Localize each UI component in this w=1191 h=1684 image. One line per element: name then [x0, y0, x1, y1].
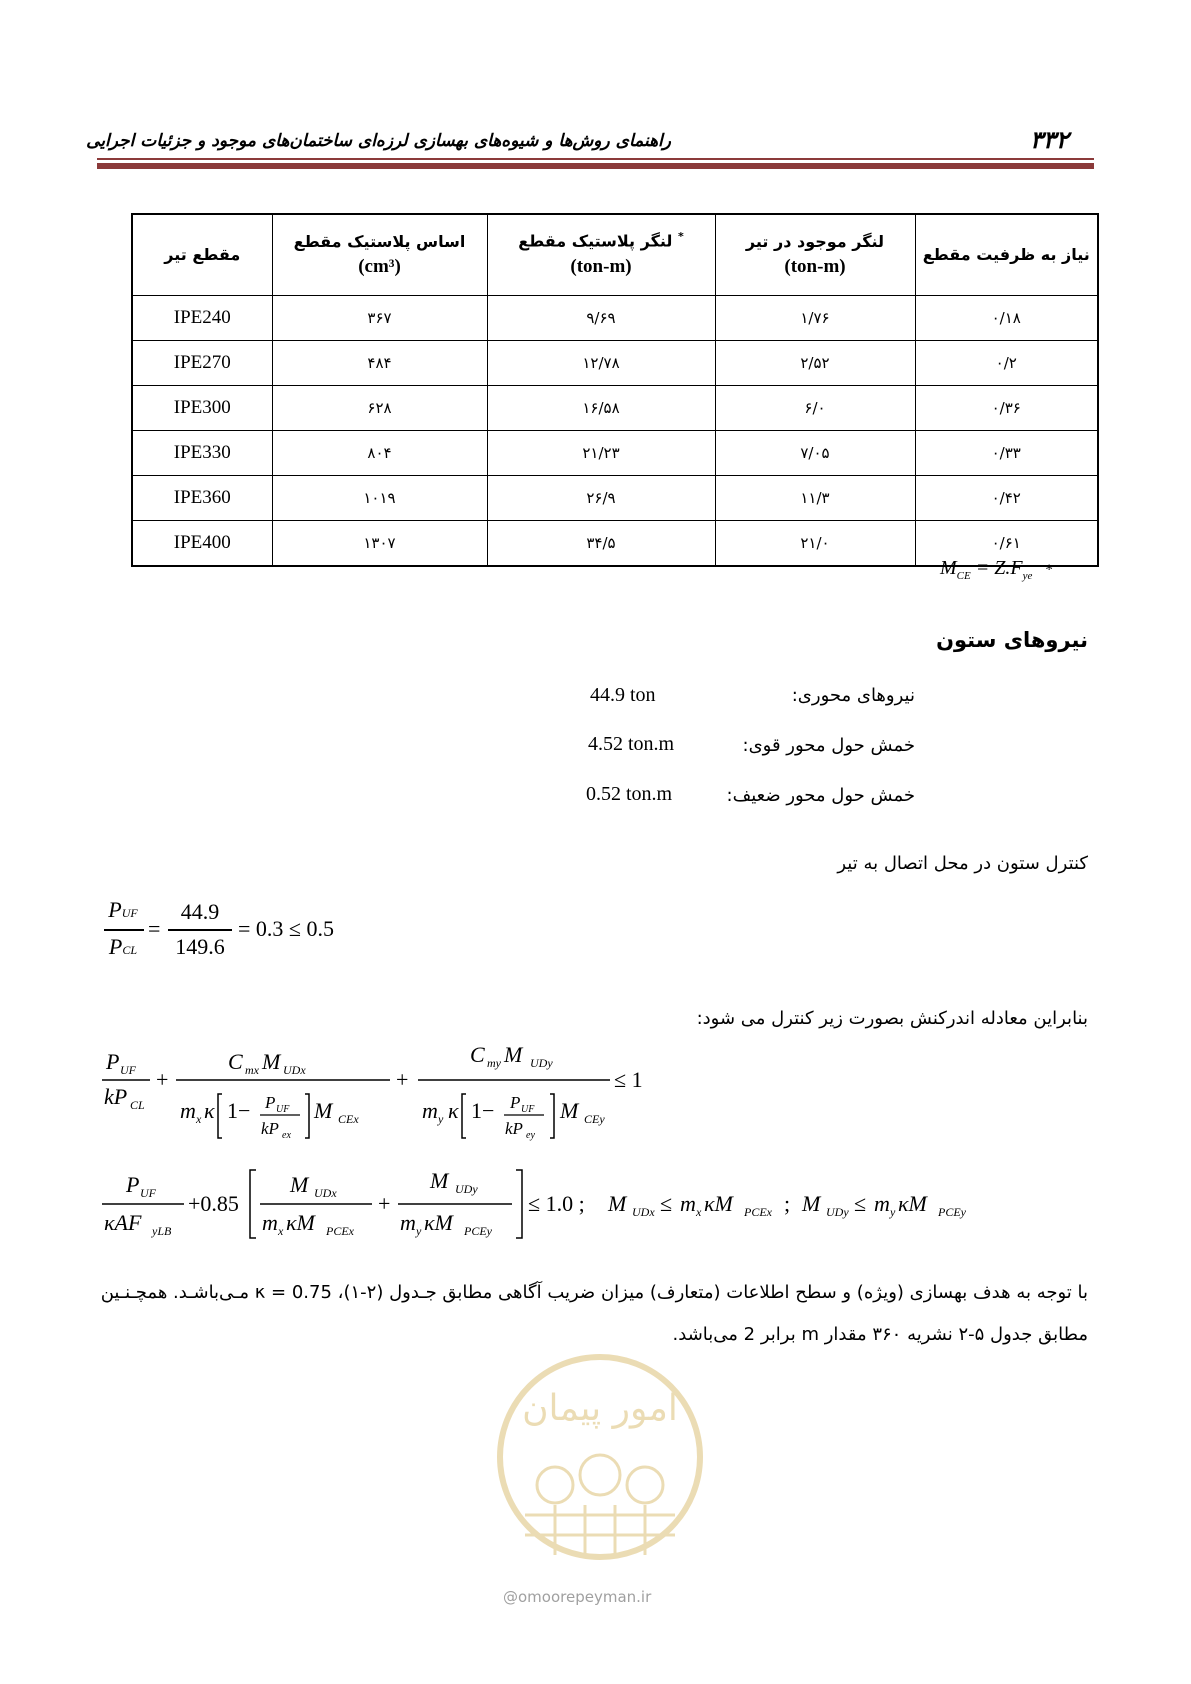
svg-text:κ: κ — [448, 1098, 459, 1123]
force-value-strong: 4.52 ton.m — [588, 733, 675, 755]
eq1-numerator: 44.9 — [180, 899, 220, 924]
table-cell: ۱۳۰۷ — [272, 521, 487, 567]
eq1-denominator: 149.6 — [175, 934, 225, 959]
table-cell: ۰/۱۸ — [915, 296, 1098, 341]
svg-text:CL: CL — [130, 1098, 145, 1112]
table-cell: ۸۰۴ — [272, 431, 487, 476]
table-footnote — [940, 557, 1053, 582]
table-row — [132, 431, 1098, 476]
svg-text:y: y — [890, 1205, 896, 1219]
svg-text:≤: ≤ — [854, 1191, 867, 1216]
table-cell: ۲/۵۲ — [715, 341, 915, 386]
table-cell: ۱۲/۷۸ — [487, 341, 715, 386]
svg-text:UF: UF — [276, 1104, 290, 1115]
svg-text:UF: UF — [521, 1104, 535, 1115]
svg-text:+: + — [396, 1067, 409, 1092]
svg-text:κ: κ — [204, 1098, 215, 1123]
eq3-cond1-leq: ≤ — [660, 1191, 673, 1216]
col-header-plastic-moment: * لنگر پلاستیک مقطع (ton-m) — [487, 214, 715, 296]
interaction-equation — [100, 1042, 660, 1152]
svg-text:P: P — [106, 1049, 120, 1074]
eq2-rhs: ≤ 1 — [614, 1067, 643, 1092]
force-value-weak: 0.52 ton.m — [586, 783, 673, 805]
table-cell: IPE360 — [132, 476, 272, 521]
svg-text:C: C — [470, 1042, 485, 1067]
svg-text:κM: κM — [704, 1191, 733, 1216]
svg-text:M: M — [802, 1191, 821, 1216]
svg-text:PCEx: PCEx — [744, 1205, 772, 1219]
table-cell: ۷/۰۵ — [715, 431, 915, 476]
header-rule-thin — [97, 158, 1094, 160]
table-cell: ۲۶/۹ — [487, 476, 715, 521]
svg-text:PCEy: PCEy — [938, 1205, 966, 1219]
svg-text:M: M — [608, 1191, 627, 1216]
svg-text:κM: κM — [286, 1210, 315, 1235]
svg-text:x: x — [278, 1224, 284, 1238]
svg-text:ex: ex — [282, 1130, 291, 1141]
svg-text:m: m — [180, 1098, 196, 1123]
svg-text:PCEy: PCEy — [464, 1224, 492, 1238]
col-header-section: مقطع تیر — [132, 214, 272, 296]
table-cell: IPE240 — [132, 296, 272, 341]
svg-text:m: m — [680, 1191, 696, 1216]
eq1-result: = 0.3 ≤ 0.5 — [238, 916, 334, 941]
table-cell: ۰/۴۲ — [915, 476, 1098, 521]
table-row — [132, 386, 1098, 431]
svg-text:UDy: UDy — [530, 1056, 553, 1070]
svg-text:yLB: yLB — [152, 1224, 172, 1238]
svg-text:kP: kP — [261, 1119, 279, 1138]
table-row — [132, 341, 1098, 386]
svg-text:x: x — [196, 1112, 202, 1126]
svg-text:UDy: UDy — [826, 1205, 849, 1219]
col-header-existing-moment: لنگر موجود در تیر (ton-m) — [715, 214, 915, 296]
svg-text:mx: mx — [245, 1063, 259, 1077]
watermark-logo — [495, 1345, 705, 1575]
header-rule-thick — [97, 163, 1094, 169]
svg-text:M: M — [290, 1172, 309, 1197]
table-cell: ۲۱/۰ — [715, 521, 915, 567]
section-title: نیروهای ستون — [936, 628, 1088, 652]
col-header-demand-capacity: نیاز به ظرفیت مقطع — [915, 214, 1098, 296]
table-row — [132, 296, 1098, 341]
svg-text:UF: UF — [120, 1063, 136, 1077]
svg-text:PCEx: PCEx — [326, 1224, 354, 1238]
svg-text:M: M — [560, 1098, 579, 1123]
table-cell: ۱۱/۳ — [715, 476, 915, 521]
table-cell: ۶/۰ — [715, 386, 915, 431]
svg-text:ey: ey — [526, 1130, 535, 1141]
paragraph-line-1: با توجه به هدف بهسازی (ویژه) و سطح اطلاعات (متعارف) میزان ضریب آگاهی مطابق جـدول (۲-۱)، κ = 0.75 مـی‌باشـد. همچـنـین — [100, 1282, 1088, 1303]
svg-text:M: M — [262, 1049, 281, 1074]
force-label-weak: خمش حول محور ضعیف: — [726, 785, 915, 806]
watermark-url: @omoorepeyman.ir — [503, 1588, 652, 1606]
svg-text:kP: kP — [104, 1084, 128, 1109]
svg-text:x: x — [696, 1205, 702, 1219]
running-header-title: راهنمای روش‌ها و شیوه‌های بهسازی لرزه‌ای ساختمان‌های موجود و جزئیات اجرایی — [86, 131, 671, 151]
table-header-row — [132, 214, 1098, 296]
beam-capacity-table — [131, 213, 1099, 567]
table-cell: ۲۱/۲۳ — [487, 431, 715, 476]
svg-text:m: m — [874, 1191, 890, 1216]
svg-text:+: + — [156, 1067, 169, 1092]
svg-text:UDx: UDx — [283, 1063, 306, 1077]
interaction-intro: بنابراین معادله اندرکنش بصورت زیر کنترل می شود: — [696, 1008, 1088, 1029]
table-cell: ۳۴/۵ — [487, 521, 715, 567]
svg-text:UDy: UDy — [455, 1182, 478, 1196]
svg-text:m: m — [422, 1098, 438, 1123]
footnote-formula: $M_{CE} = Z.F_{ye}$ — [940, 557, 1033, 582]
watermark-logo-text: امور پیمان — [522, 1388, 678, 1429]
svg-text:+: + — [378, 1191, 391, 1216]
svg-text:UDx: UDx — [632, 1205, 655, 1219]
svg-text:M: M — [504, 1042, 523, 1067]
svg-text:P: P — [510, 1093, 521, 1112]
svg-text:UF: UF — [140, 1186, 156, 1200]
svg-text:y: y — [438, 1112, 444, 1126]
table-cell: ۶۲۸ — [272, 386, 487, 431]
force-label-strong: خمش حول محور قوی: — [742, 735, 915, 756]
table-cell: IPE330 — [132, 431, 272, 476]
svg-text:κAF: κAF — [104, 1210, 142, 1235]
col-header-plastic-modulus: اساس پلاستیک مقطع (cm³) — [272, 214, 487, 296]
svg-text:UDx: UDx — [314, 1186, 337, 1200]
table-row — [132, 476, 1098, 521]
table-cell: IPE300 — [132, 386, 272, 431]
svg-text:1−: 1− — [471, 1098, 495, 1123]
svg-text:C: C — [228, 1049, 243, 1074]
paragraph-line-2: مطابق جدول ۵-۲ نشریه ۳۶۰ مقدار m برابر 2 می‌باشد. — [672, 1324, 1088, 1345]
svg-text:P: P — [265, 1093, 276, 1112]
eq3-rhs: ≤ 1.0 ; — [528, 1191, 585, 1216]
equation-axial-ratio: PUF PCL = 44.9 149.6 = 0.3 ≤ 0.5 — [104, 897, 364, 967]
svg-text:kP: kP — [505, 1119, 523, 1138]
force-label-axial: نیروهای محوری: — [791, 685, 915, 706]
svg-text:1−: 1− — [227, 1098, 251, 1123]
table-cell: ۱۶/۵۸ — [487, 386, 715, 431]
table-cell: ۰/۳۶ — [915, 386, 1098, 431]
svg-text:P: P — [126, 1172, 140, 1197]
svg-text:CEx: CEx — [338, 1112, 359, 1126]
table-cell: ۳۶۷ — [272, 296, 487, 341]
svg-text:my: my — [487, 1056, 501, 1070]
table-cell: ۰/۲ — [915, 341, 1098, 386]
table-cell: ۹/۶۹ — [487, 296, 715, 341]
svg-text:κM: κM — [424, 1210, 453, 1235]
eq3-sep: ; — [784, 1191, 791, 1216]
footnote-mark: * — [1045, 562, 1053, 578]
table-cell: IPE400 — [132, 521, 272, 567]
svg-text:M: M — [430, 1168, 449, 1193]
table-cell: ۰/۶۱ — [915, 521, 1098, 567]
table-cell: IPE270 — [132, 341, 272, 386]
svg-text:y: y — [416, 1224, 422, 1238]
svg-text:m: m — [400, 1210, 416, 1235]
force-value-axial: 44.9 ton — [590, 684, 656, 706]
svg-text:κM: κM — [898, 1191, 927, 1216]
table-cell: ۰/۳۳ — [915, 431, 1098, 476]
table-cell: ۱۰۱۹ — [272, 476, 487, 521]
lb-interaction-equation — [100, 1168, 1040, 1248]
table-cell: ۱/۷۶ — [715, 296, 915, 341]
svg-text:m: m — [262, 1210, 278, 1235]
svg-text:CEy: CEy — [584, 1112, 605, 1126]
table-cell: ۴۸۴ — [272, 341, 487, 386]
eq3-coef: +0.85 — [188, 1191, 239, 1216]
svg-text:M: M — [314, 1098, 333, 1123]
page-number: ۳۳۲ — [1030, 126, 1069, 154]
control-intro: کنترل ستون در محل اتصال به تیر — [837, 853, 1088, 874]
